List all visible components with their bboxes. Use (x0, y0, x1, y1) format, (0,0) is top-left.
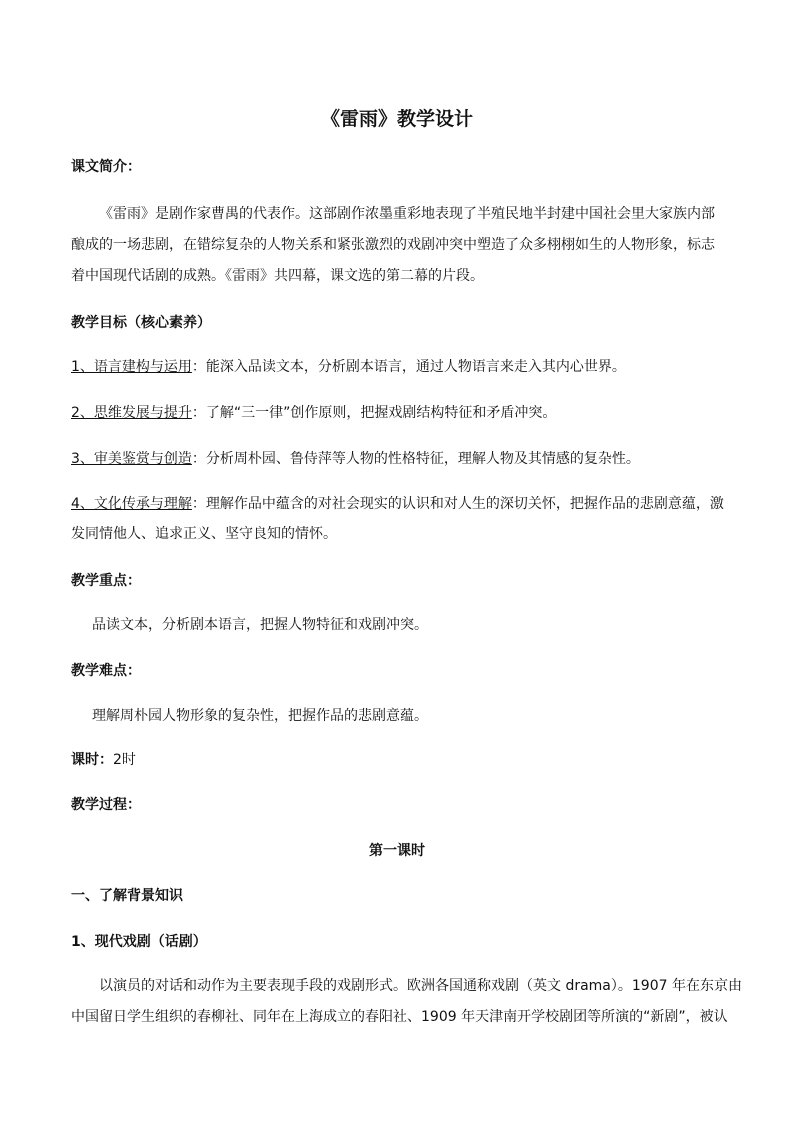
intro-line-3: 着中国现代话剧的成熟。《雷雨》共四幕，课文选的第二幕的片段。 (71, 268, 484, 284)
process-line-2: 中国留日学生组织的春柳社、同年在上海成立的春阳社、1909 年天津南开学校剧团等所演的“新剧”，被认 (71, 1009, 728, 1025)
key-points-text: 品读文本，分析剧本语言，把握人物特征和戏剧冲突。 (92, 617, 428, 633)
section-heading-1: 一、了解背景知识 (71, 888, 183, 904)
goal-label-3: 3、审美鉴赏与创造 (71, 451, 192, 467)
goal-label-2: 2、思维发展与提升 (71, 405, 192, 421)
goal-item-2 (71, 403, 556, 423)
subsection-heading-1: 1、现代戏剧（话剧） (71, 934, 207, 950)
intro-heading: 课文简介： (71, 159, 141, 175)
difficulties-heading: 教学难点： (71, 663, 141, 679)
goal-text-3: ：分析周朴园、鲁侍萍等人物的性格特征，理解人物及其情感的复杂性。 (191, 451, 640, 467)
goal-item-4-cont: 发同情他人、追求正义、坚守良知的情怀。 (71, 526, 337, 542)
goal-item-1 (71, 357, 626, 377)
hours-label: 课时： (71, 752, 113, 768)
goal-text-4: ：理解作品中蕴含的对社会现实的认识和对人生的深切关怀，把握作品的悲剧意蕴，激 (191, 496, 724, 512)
hours-line (71, 750, 136, 770)
intro-line-2: 酿成的一场悲剧，在错综复杂的人物关系和紧张激烈的戏剧冲突中塑造了众多栩栩如生的人物形象，标志 (71, 237, 715, 253)
hours-value: 2时 (113, 752, 136, 768)
lesson-title: 第一课时 (369, 843, 425, 859)
key-points-heading: 教学重点： (71, 573, 141, 589)
intro-line-1: 《雷雨》是剧作家曹禺的代表作。这部剧作浓墨重彩地表现了半殖民地半封建中国社会里大家族内部 (99, 206, 715, 222)
goal-text-1: ：能深入品读文本，分析剧本语言，通过人物语言来走入其内心世界。 (191, 359, 626, 375)
goals-heading: 教学目标（核心素养） (71, 315, 211, 331)
process-heading: 教学过程： (71, 797, 141, 813)
goal-label-4: 4、文化传承与理解 (71, 496, 192, 512)
difficulties-text: 理解周朴园人物形象的复杂性，把握作品的悲剧意蕴。 (92, 708, 428, 724)
process-line-1: 以演员的对话和动作为主要表现手段的戏剧形式。欧洲各国通称戏剧（英文 drama）。1907 年在东京由 (99, 978, 742, 994)
goal-text-2: ：了解“三一律”创作原则，把握戏剧结构特征和矛盾冲突。 (191, 405, 557, 421)
goal-item-3 (71, 449, 640, 469)
document-title: 《雷雨》教学设计 (320, 108, 473, 130)
goal-item-4 (71, 494, 724, 514)
goal-label-1: 1、语言建构与运用 (71, 359, 192, 375)
